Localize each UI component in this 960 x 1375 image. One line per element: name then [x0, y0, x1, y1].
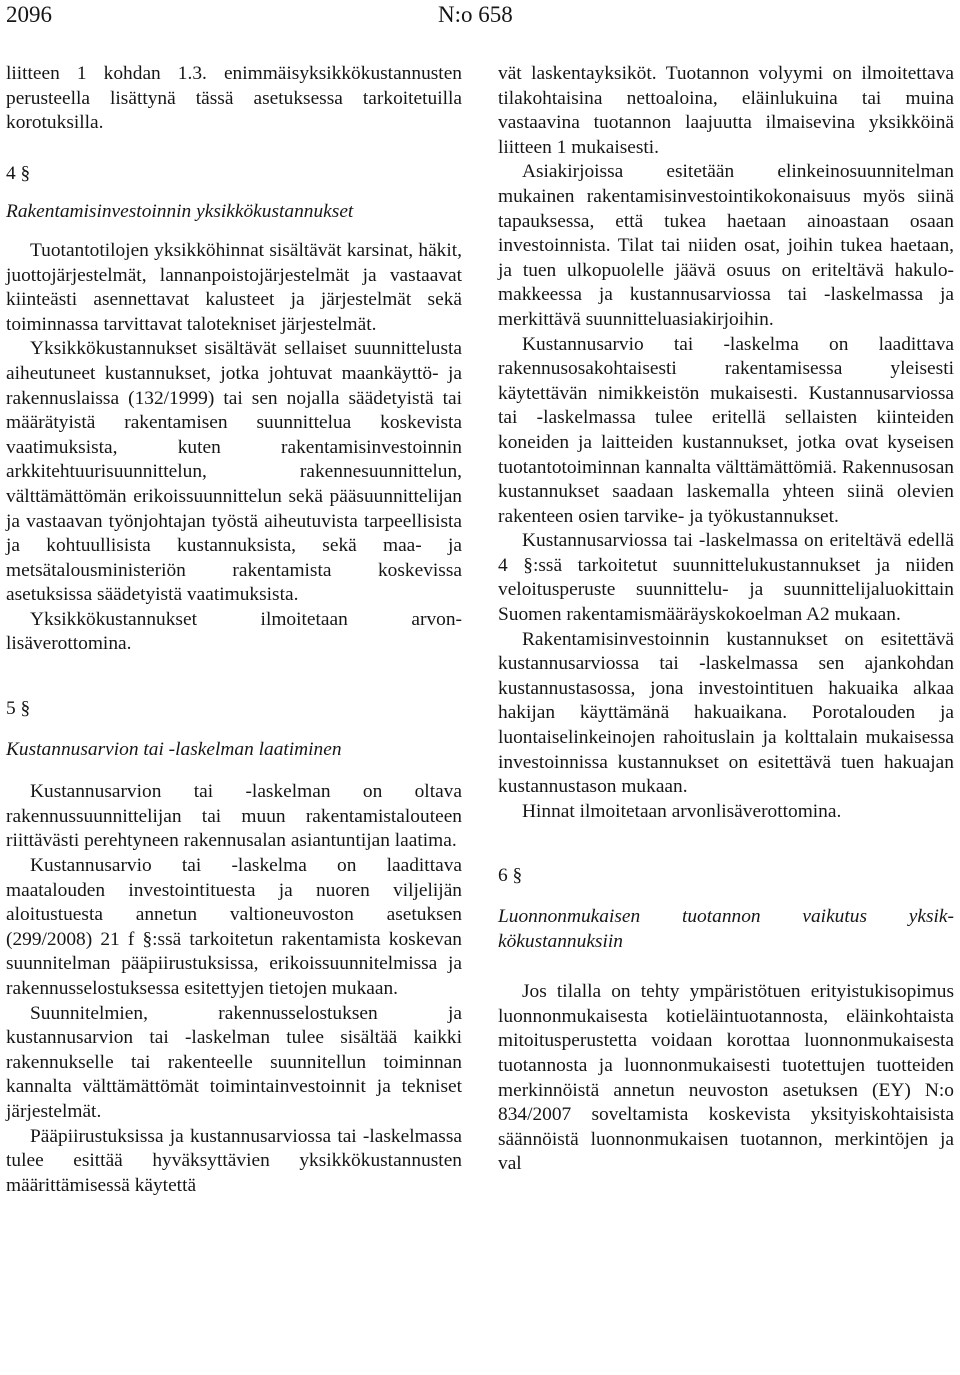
section-4-heading: Rakentamisinvestoinnin yksikkökustannukset	[6, 201, 354, 223]
section-5-continued-paragraph: Asiakirjoissa esitetään elinkeinosuunnitelman mukainen rakentamisinvestointikokonaisuus myös siinä tapauksessa, että tukea haetaan ainoastaan osaan investoinnista. Tilat tai niiden osat, joihin tukea haetaan, ja tuen ulkopuolelle jäävä osuus on eriteltävä hakulomakkeessa ja kustannusarviossa tai -laskelmassa ja merkittävä suunnitteluasiakirjoihin.	[498, 161, 954, 330]
section-5-paragraph: Pääpiirustuksissa ja kustannusarviossa tai -laskelmassa tulee esittää hyväksyttävien yksikkökustannusten määrittämisessä käytettä	[6, 1125, 462, 1196]
section-4-number: 4 §	[6, 162, 31, 184]
section-6-number: 6 §	[498, 865, 523, 887]
left-column	[6, 62, 462, 1198]
section-4-paragraph: Tuotantotilojen yksikköhinnat sisältävät karsinat, häkit, juottojärjestelmät, lannanpoistojärjestelmät ja vastaavat kiinteästi asennettavat kalusteet ja järjestelmät sekä toiminnassa tarvittavat talotekniset järjestelmät.	[6, 239, 462, 335]
section-5-paragraph: Suunnitelmien, rakennusselostuksen ja kustannusarvion tai -laskelman tulee sisältää kaikki rakennukselle tai rakenteelle suunnitellun toiminnan kannalta välttämättömät toimintainvestoinnit ja tekniset järjestelmät.	[6, 1002, 462, 1122]
section-4-paragraph: Yksikkökustannukset ilmoitetaan arvonlisäverottomina.	[6, 608, 462, 655]
section-6-heading: Luonnonmukaisen tuotannon vaikutus yksikkökustannuksiin	[498, 906, 954, 952]
right-column	[498, 62, 954, 1177]
section-5-heading: Kustannusarvion tai -laskelman laatiminen	[6, 738, 342, 760]
section-5-paragraph: Kustannusarvion tai -laskelman on oltava rakennussuunnittelijan tai muun rakentamistalouteen riittävästi perehtyneen rakennusalan asiantuntijan laatima.	[6, 781, 462, 852]
section-5-paragraph: Kustannusarvio tai -laskelma on laadittava maatalouden investointituesta ja nuoren viljelijän aloitustuesta annetun valtioneuvoston asetuksen (299/2008) 21 f §:ssä tarkoitetun rakentamista koskevan suunnitelman pääpiirustuksissa, erikoissuunnitelmissa ja rakennusselostuksessa esitettyjen tietojen mukaan.	[6, 855, 462, 999]
section-6-paragraph: Jos tilalla on tehty ympäristötuen erityistukisopimus luonnonmukaisesta kotieläintuotannosta, eläinkohtaista mitoitusperustetta voidaan korottaa luonnonmukaisesta tuotannosta ja luonnonmukaisesti tuotettujen tuotteiden merkinnöistä annetun neuvoston asetuksen (EY) N:o 834/2007 soveltamista koskevista yksityiskohtaisista säännöistä luonnonmukaisen tuotannon, merkintöjen ja val	[498, 981, 954, 1175]
section-5-continued-paragraph: vät laskentayksiköt. Tuotannon volyymi on ilmoitettava tilakohtaisina nettoaloina, eläinlukuina tai muina vastaavina tuotannon laajuutta ilmaisevina yksikköinä liitteen 1 mukaisesti.	[498, 63, 954, 158]
section-5-continued-paragraph: Rakentamisinvestoinnin kustannukset on esitettävä kustannusarviossa tai -laskelmassa sen ajankohdan kustannustasossa, jona investointituen hakuaika alkaa hakijan käyttämänä hakuaikana. Porotalouden ja luontaiselinkeinojen rahoituslain ja kolttalain mukaisessa investoinnissa kustannukset on esitettävä tuen hakuajan kustannustason mukaan.	[498, 628, 954, 798]
section-5-continued-paragraph: Kustannusarvio tai -laskelma on laadittava rakennusosakohtaisesti rakentamisessa yleisesti käytettävän nimikkeistön mukaisesti. Kustannusarviossa tai -laskelmassa tulee eritellä sellaisten kiinteiden koneiden ja laitteiden kustannukset, jotka ovat kyseisen tuotantotoiminnan kannalta välttämättömiä. Rakennusosan kustannukset saadaan laskemalla yhteen siinä olevien rakenteen osien tarvike- ja työkustannukset.	[498, 333, 954, 527]
section-5-number: 5 §	[6, 698, 31, 720]
page-number: 2096	[6, 2, 52, 27]
section-4-paragraph: Yksikkökustannukset sisältävät sellaiset suunnittelusta aiheutuneet kustannukset, jotka johtuvat maankäyttö- ja rakennuslaissa (132/1999) tai sen nojalla säädetyistä tai määrätyistä rakentamisen suunnittelua koskevista vaatimuksista, kuten rakentamisinvestoinnin arkkitehtuurisuunnittelun, rakennesuunnittelun, välttämättömän erikoissuunnittelun sekä pääsuunnittelijan ja vastaavan työnjohtajan työstä aiheutuvista tarpeellisista ja kohtuullisista kustannuksista, sekä maa- ja metsätalousministeriön rakentamista koskevissa asetuksissa säädetyistä vaatimuksista.	[6, 338, 462, 606]
section-5-continued-paragraph: Hinnat ilmoitetaan arvonlisäverottomina.	[522, 800, 842, 822]
page-header	[0, 0, 960, 40]
section-5-continued-paragraph: Kustannusarviossa tai -laskelmassa on eriteltävä edellä 4 §:ssä tarkoitetut suunnittelukustannukset ja niiden veloitusperuste suunnittelu- ja suunnittelijaluokittain Suomen rakentamismääräyskokoelman A2 mukaan.	[498, 530, 954, 626]
issue-number: N:o 658	[438, 2, 513, 27]
intro-paragraph: liitteen 1 kohdan 1.3. enimmäisyksikkökustannusten perusteella lisättynä tässä asetuksessa tarkoitetuilla korotuksilla.	[6, 63, 462, 134]
